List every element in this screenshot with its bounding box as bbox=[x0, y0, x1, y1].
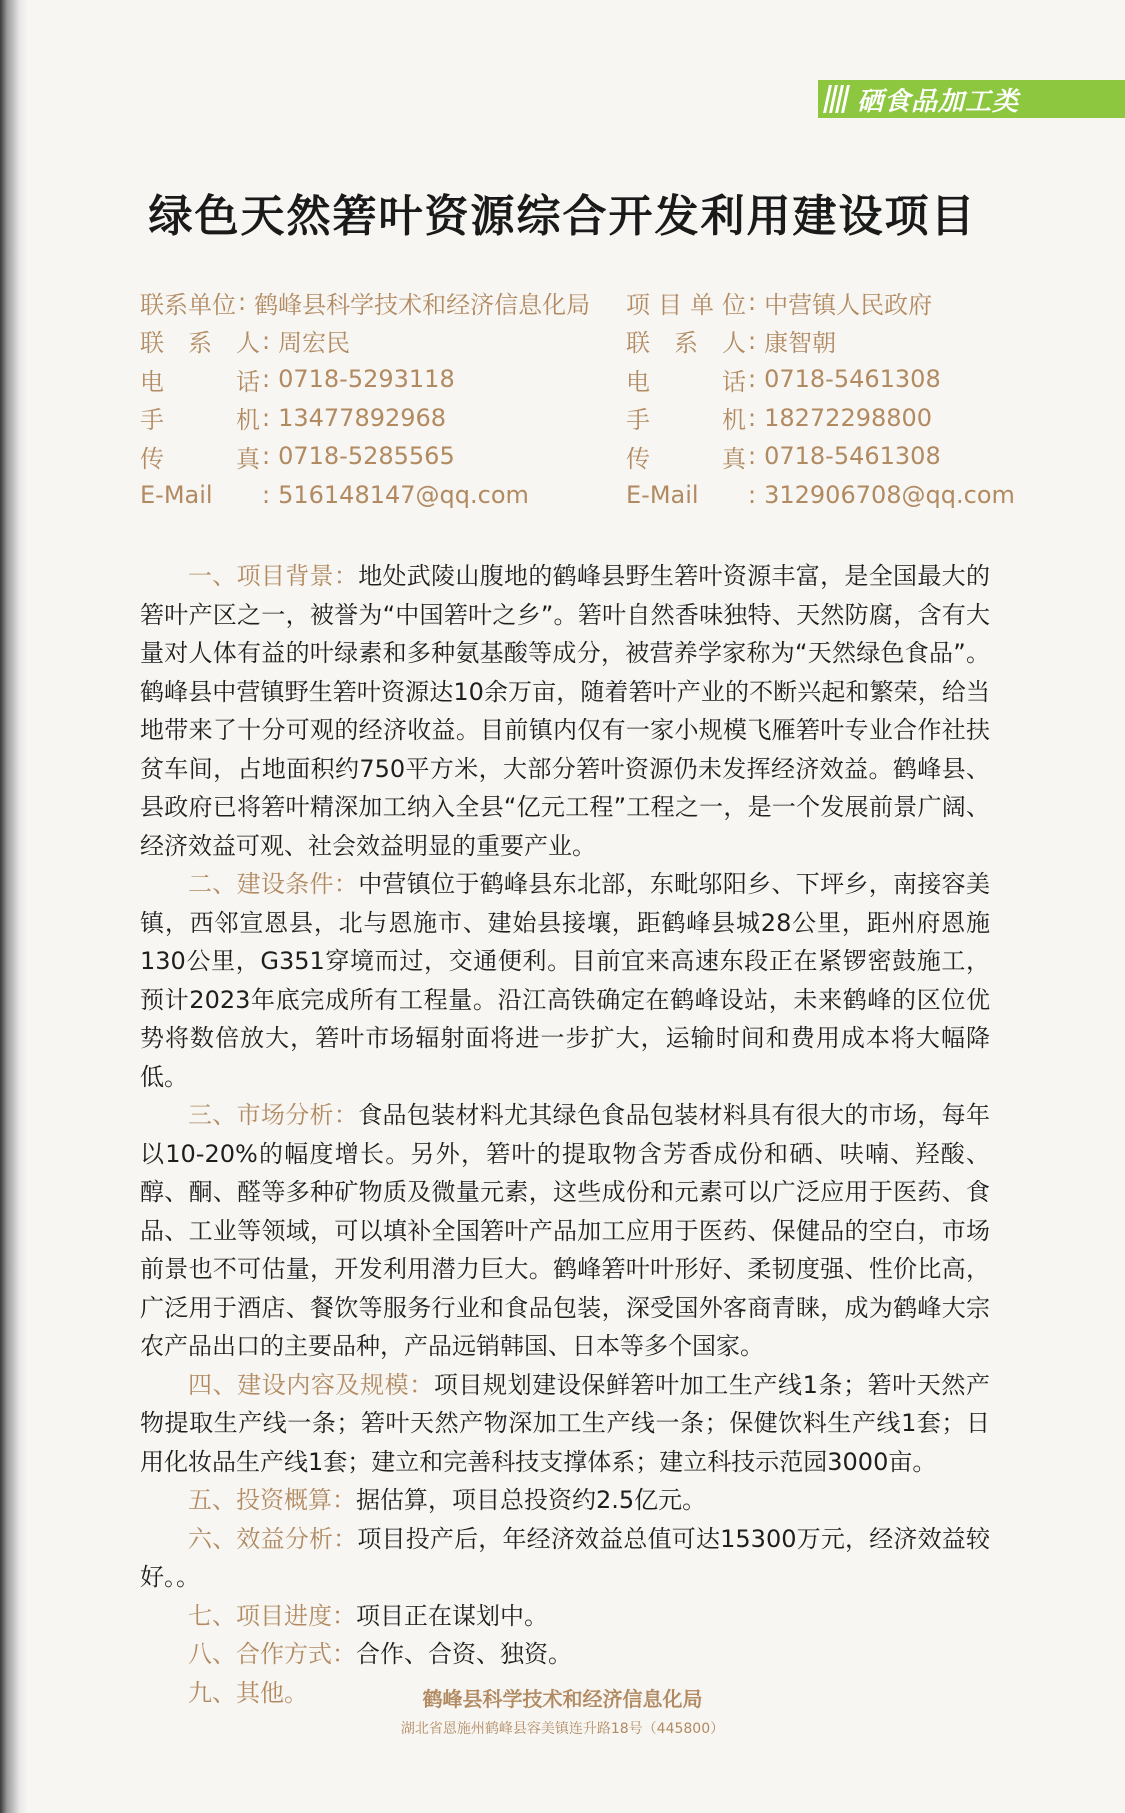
contact-value: 13477892968 bbox=[278, 403, 447, 432]
section-conditions bbox=[140, 865, 990, 1096]
page-footer bbox=[0, 1683, 1125, 1738]
contact-value: 周宏民 bbox=[278, 329, 351, 358]
contact-row: E-Mail : 312906708@qq.com bbox=[626, 480, 1015, 509]
section-text: 据估算，项目总投资约2.5亿元。 bbox=[356, 1486, 707, 1514]
section-benefit bbox=[140, 1520, 990, 1597]
contact-row: 联系单位 : 鹤峰县科学技术和经济信息化局 bbox=[140, 283, 590, 322]
section-text: 项目正在谋划中。 bbox=[356, 1601, 548, 1630]
contact-value: 鹤峰县科学技术和经济信息化局 bbox=[254, 290, 591, 319]
page-title: 绿色天然箬叶资源综合开发利用建设项目 bbox=[148, 191, 977, 242]
section-heading: 七、项目进度： bbox=[188, 1601, 356, 1630]
category-tag bbox=[818, 80, 1125, 118]
contact-label: 联 系 人 bbox=[626, 329, 746, 358]
project-body bbox=[140, 557, 990, 1712]
contact-row: 电 话 : 0718-5293118 bbox=[140, 360, 590, 399]
footer-organization: 鹤峰县科学技术和经济信息化局 bbox=[422, 1687, 703, 1711]
contact-row: 联 系 人 : 康智朝 bbox=[626, 322, 1040, 361]
section-market bbox=[140, 1096, 990, 1366]
contact-value: 0718-5285565 bbox=[278, 442, 455, 471]
contact-row: E-Mail : 516148147@qq.com bbox=[140, 480, 529, 509]
contact-label: 手 机 bbox=[140, 406, 260, 435]
tag-stripes-icon bbox=[823, 85, 850, 113]
section-heading: 八、合作方式： bbox=[188, 1640, 356, 1668]
contact-label: 传 真 bbox=[626, 444, 746, 473]
section-heading: 二、建设条件： bbox=[188, 870, 359, 898]
section-text: 项目规划建设保鲜箬叶加工生产线1条；箬叶天然产物提取生产线一条；箬叶天然产物深加工生产线一条；保健饮料生产线1套；日用化妆品生产线1套；建立和完善科技支撑体系；建立科技示范园3000亩。 bbox=[140, 1370, 990, 1476]
section-background bbox=[140, 557, 990, 865]
section-text: 食品包装材料尤其绿色食品包装材料具有很大的市场，每年以10-20%的幅度增长。另外，箬叶的提取物含芳香成份和硒、呋喃、羟酸、醇、酮、醛等多种矿物质及微量元素，这些成份和元素可以广泛应用于医药、食品、工业等领域，可以填补全国箬叶产品加工应用于医药、保健品的空白，市场前景也不可估量，开发利用潜力巨大。鹤峰箬叶叶形好、柔韧度强、性价比高，广泛用于酒店、餐饮等服务行业和食品包装，深受国外客商青睐，成为鹤峰大宗农产品出口的主要品种，产品远销韩国、日本等多个国家。 bbox=[140, 1101, 990, 1360]
contact-label: 项目单位 bbox=[626, 290, 746, 319]
contact-label: 电 话 bbox=[626, 367, 746, 396]
contact-info bbox=[140, 283, 1040, 514]
contact-value: 0718-5293118 bbox=[278, 365, 455, 394]
contact-label: 手 机 bbox=[626, 406, 746, 435]
contact-value: 中营镇人民政府 bbox=[764, 290, 933, 319]
contact-email[interactable]: 516148147@qq.com bbox=[278, 480, 529, 509]
section-heading: 九、其他。 bbox=[188, 1678, 308, 1707]
section-investment bbox=[140, 1481, 990, 1520]
contact-row: 电 话 : 0718-5461308 bbox=[626, 360, 1040, 399]
section-scope bbox=[140, 1366, 990, 1482]
contact-value: 18272298800 bbox=[764, 403, 933, 432]
section-heading: 一、项目背景： bbox=[188, 562, 359, 590]
contact-label: E-Mail bbox=[626, 480, 699, 509]
contact-row: 传 真 : 0718-5285565 bbox=[140, 437, 590, 476]
section-text: 地处武陵山腹地的鹤峰县野生箬叶资源丰富，是全国最大的箬叶产区之一，被誉为“中国箬叶之乡”。箬叶自然香味独特、天然防腐，含有大量对人体有益的叶绿素和多种氨基酸等成分，被营养学家称为“天然绿色食品”。鹤峰县中营镇野生箬叶资源达10余万亩，随着箬叶产业的不断兴起和繁荣，给当地带来了十分可观的经济收益。目前镇内仅有一家小规模飞雁箬叶专业合作社扶贫车间，占地面积约750平方米，大部分箬叶资源仍未发挥经济效益。鹤峰县、县政府已将箬叶精深加工纳入全县“亿元工程”工程之一，是一个发展前景广阔、经济效益可观、社会效益明显的重要产业。 bbox=[140, 562, 990, 860]
contact-column-right bbox=[626, 283, 1040, 514]
section-text: 合作、合资、独资。 bbox=[356, 1640, 572, 1668]
contact-row: 传 真 : 0718-5461308 bbox=[626, 437, 1040, 476]
contact-email[interactable]: 312906708@qq.com bbox=[764, 480, 1015, 509]
contact-label: 联系单位 bbox=[140, 290, 236, 319]
contact-value: 0718-5461308 bbox=[764, 365, 941, 394]
contact-label: 传 真 bbox=[140, 444, 260, 473]
section-heading: 四、建设内容及规模： bbox=[188, 1370, 434, 1399]
book-spine-shadow bbox=[0, 0, 28, 1813]
section-cooperation bbox=[140, 1635, 990, 1674]
section-text: 中营镇位于鹤峰县东北部，东毗邬阳乡、下坪乡，南接容美镇，西邻宣恩县，北与恩施市、建始县接壤，距鹤峰县城28公里，距州府恩施130公里，G351穿境而过，交通便利。目前宜来高速东段正在紧锣密鼓施工，预计2023年底完成所有工程量。沿江高铁确定在鹤峰设站，未来鹤峰的区位优势将数倍放大，箬叶市场辐射面将进一步扩大，运输时间和费用成本将大幅降低。 bbox=[140, 870, 990, 1091]
contact-column-left bbox=[140, 283, 590, 514]
contact-value: 0718-5461308 bbox=[764, 442, 941, 471]
section-progress bbox=[140, 1597, 990, 1636]
footer-address: 湖北省恩施州鹤峰县容美镇连升路18号（445800） bbox=[400, 1721, 725, 1737]
contact-row: 手 机 : 13477892968 bbox=[140, 399, 590, 438]
contact-value: 康智朝 bbox=[764, 329, 837, 358]
contact-row: 手 机 : 18272298800 bbox=[626, 399, 1040, 438]
contact-label: E-Mail bbox=[140, 480, 213, 509]
contact-row: 联 系 人 : 周宏民 bbox=[140, 322, 590, 361]
section-heading: 三、市场分析： bbox=[188, 1101, 359, 1129]
category-tag-label: 硒食品加工类 bbox=[857, 86, 1020, 117]
section-text: 项目投产后，年经济效益总值可达15300万元，经济效益较好。。 bbox=[140, 1524, 990, 1591]
contact-label: 电 话 bbox=[140, 367, 260, 396]
contact-row: 项目单位 : 中营镇人民政府 bbox=[626, 283, 1040, 322]
contact-label: 联 系 人 bbox=[140, 329, 260, 358]
section-heading: 五、投资概算： bbox=[188, 1486, 356, 1514]
section-heading: 六、效益分析： bbox=[188, 1524, 358, 1553]
